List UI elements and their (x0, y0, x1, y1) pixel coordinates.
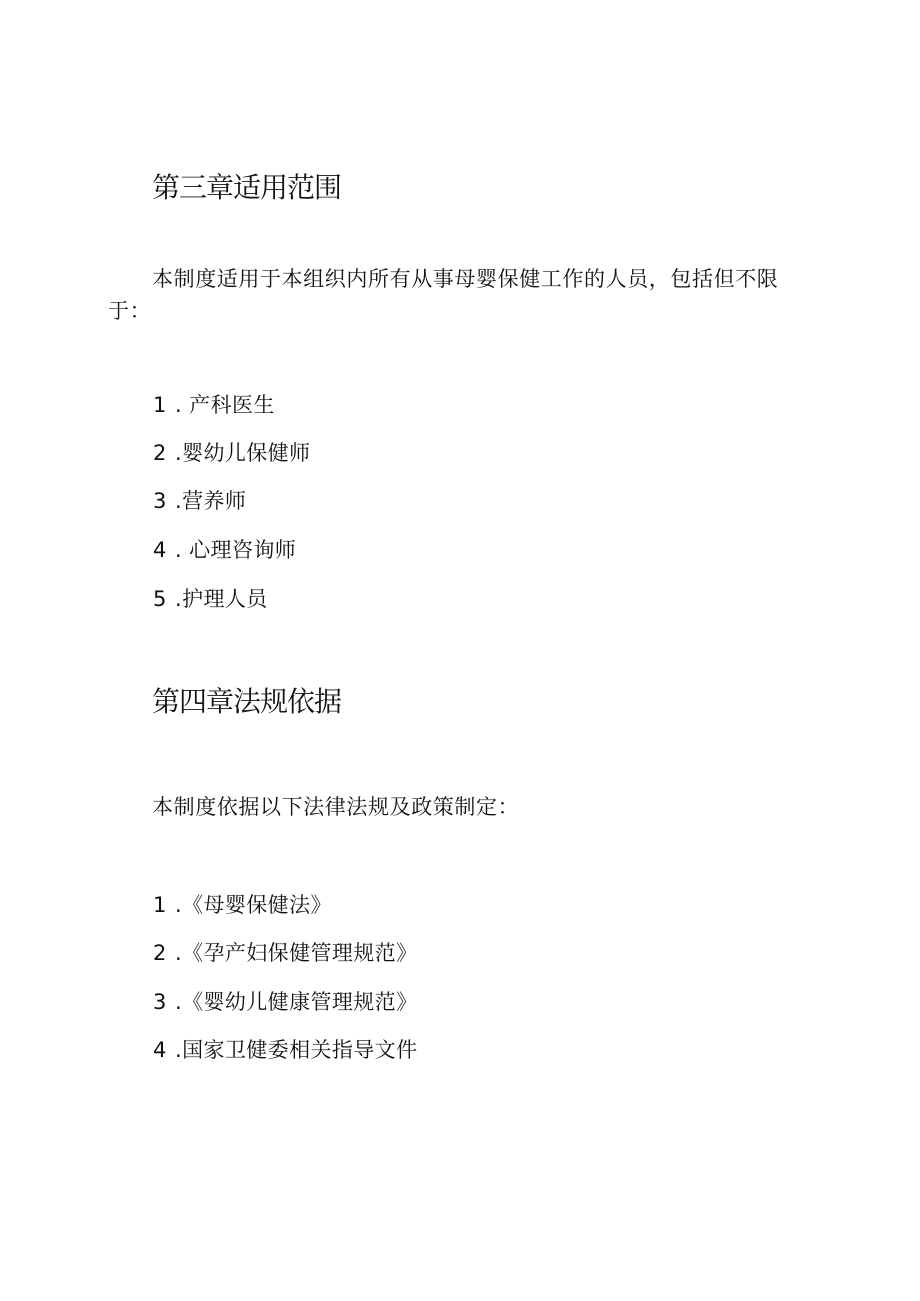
chapter4-item-4 (153, 1040, 417, 1061)
item-number: 4 (153, 1038, 167, 1062)
item-text: .护理人员 (175, 587, 268, 611)
chapter4-item-3 (153, 992, 417, 1013)
item-number: 4 (153, 538, 167, 562)
item-number: 3 (153, 489, 167, 513)
item-number: 2 (153, 941, 167, 965)
chapter3-item-3 (153, 491, 246, 512)
chapter4-title: 第四章法规依据 (152, 685, 342, 718)
item-number: 1 (153, 893, 167, 917)
item-number: 2 (153, 441, 167, 465)
item-text: .《婴幼儿健康管理规范》 (175, 990, 418, 1014)
item-text: .《母婴保健法》 (175, 893, 332, 917)
chapter3-intro: 本制度适用于本组织内所有从事母婴保健工作的人员，包括但不限于： (108, 267, 779, 323)
item-text: . 心理咨询师 (175, 538, 297, 562)
chapter4-item-2 (153, 943, 417, 964)
chapter3-title: 第三章适用范围 (152, 171, 342, 204)
item-number: 1 (153, 393, 167, 417)
chapter4-intro: 本制度依据以下法律法规及政策制定： (152, 795, 520, 819)
item-text: .国家卫健委相关指导文件 (175, 1038, 418, 1062)
chapter4-item-1 (153, 895, 332, 916)
item-text: .《孕产妇保健管理规范》 (175, 941, 418, 965)
chapter3-item-2 (153, 443, 310, 464)
item-number: 3 (153, 990, 167, 1014)
item-text: .营养师 (175, 489, 247, 513)
item-text: .婴幼儿保健师 (175, 441, 311, 465)
chapter3-item-1 (153, 395, 275, 416)
chapter3-item-5 (153, 589, 268, 610)
item-text: . 产科医生 (175, 393, 275, 417)
item-number: 5 (153, 587, 167, 611)
chapter3-item-4 (153, 540, 296, 561)
